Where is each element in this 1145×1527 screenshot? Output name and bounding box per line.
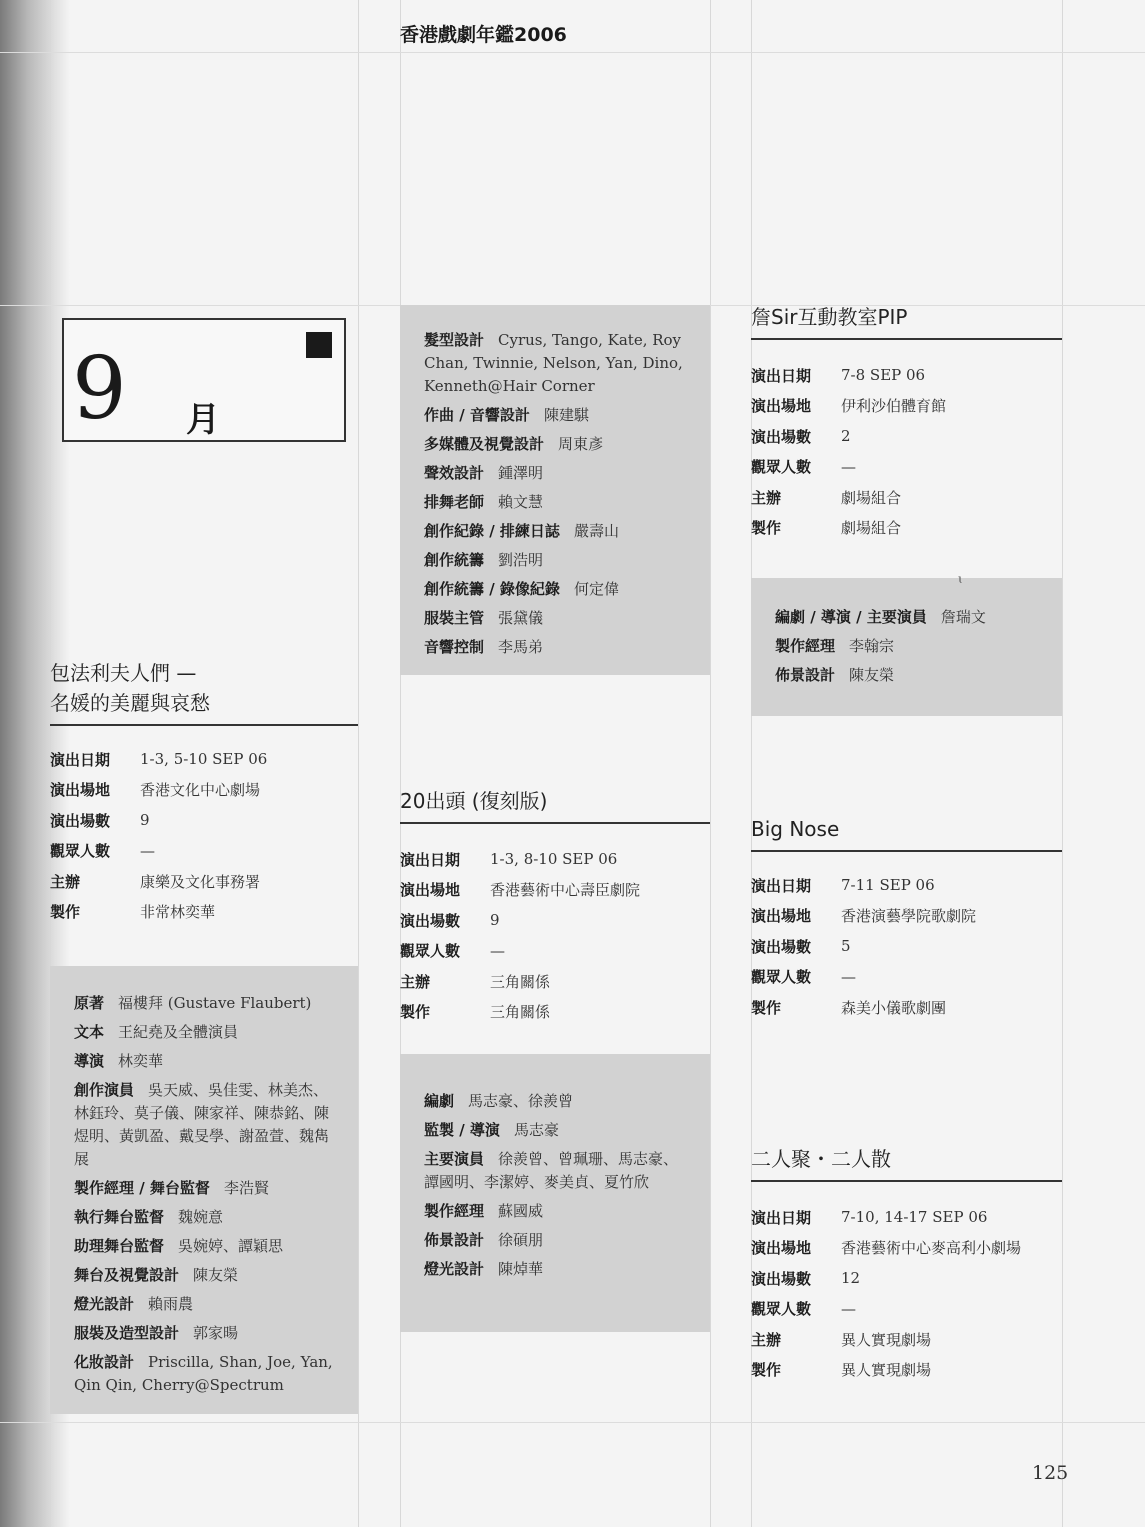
credit-entry [74,1264,340,1287]
info-label: 演出場數 [751,937,812,956]
info-row [751,1294,1021,1325]
info-value: 劇場組合 [841,519,902,538]
stray-mark: ɩ [958,572,963,586]
info-label: 主辦 [400,972,431,991]
credit-names: 郭家暘 [193,1324,239,1342]
info-row [751,391,946,422]
credit-names: 嚴壽山 [573,522,619,540]
info-value: 7-10, 14-17 SEP 06 [841,1208,988,1227]
credit-entry [424,433,692,456]
info-row [751,513,946,544]
credit-names: 張黛儀 [498,609,544,627]
credit-role: 音響控制 [424,638,485,656]
credit-entry [74,1021,340,1044]
credit-role: 佈景設計 [775,666,836,684]
info-label: 製作 [751,998,782,1017]
credit-names: 陳焯華 [498,1260,544,1278]
info-label: 演出日期 [50,750,111,769]
show-title-bignose: Big Nose [751,814,1062,852]
info-label: 觀眾人數 [50,842,111,861]
info-value: — [140,841,155,860]
credit-role: 助理舞台監督 [74,1237,165,1255]
grid-line [358,0,359,1527]
info-value: 1-3, 8-10 SEP 06 [490,850,618,869]
credits-panel-madame-continued [400,305,710,675]
info-row [400,905,640,936]
info-value: 康樂及文化事務署 [140,872,261,891]
credits-panel-twenty [400,1054,710,1332]
info-label: 製作 [50,903,81,922]
show-title-twenty: 20出頭 (復刻版) [400,786,710,824]
info-row [751,1202,1021,1233]
info-label: 演出日期 [751,876,812,895]
credits-panel-madame [50,966,358,1414]
credit-entry [424,462,692,485]
info-label: 演出場地 [751,397,812,416]
black-square-marker [306,332,332,358]
grid-line [0,52,1145,53]
info-value: 7-11 SEP 06 [841,876,935,895]
credit-entry [775,606,1044,629]
grid-line [710,0,711,1527]
credit-names: 何定偉 [573,580,619,598]
info-row [400,966,640,997]
info-label: 演出日期 [751,366,812,385]
credit-names: 蘇國威 [498,1202,544,1220]
credit-names: 鍾澤明 [498,464,544,482]
info-value: 森美小儀歌劇團 [841,998,947,1017]
credit-entry [424,1148,692,1194]
info-value: 劇場組合 [841,488,902,507]
credit-role: 導演 [74,1052,105,1070]
credit-entry [775,635,1044,658]
info-label: 觀眾人數 [751,458,812,477]
info-row [50,897,267,928]
credit-entry [424,1200,692,1223]
info-row [400,844,640,875]
info-label: 演出場地 [751,907,812,926]
info-row [751,421,946,452]
info-label: 觀眾人數 [400,942,461,961]
info-value: — [490,941,505,960]
info-table-twenty [400,844,640,1027]
credit-entry [424,578,692,601]
info-value: — [841,1299,856,1318]
info-table-madame [50,744,267,927]
credit-role: 作曲 / 音響設計 [424,406,530,424]
info-row [751,452,946,483]
info-label: 演出場地 [50,781,111,800]
info-label: 演出場地 [751,1239,812,1258]
info-label: 演出日期 [400,850,461,869]
info-row [751,482,946,513]
credit-names: 李浩賢 [223,1179,269,1197]
info-value: 非常林奕華 [140,903,216,922]
info-row [751,1324,1021,1355]
credit-role: 執行舞台監督 [74,1208,165,1226]
credit-entry [74,1177,340,1200]
month-box [62,318,346,442]
info-label: 主辦 [50,872,81,891]
credit-names: 詹瑞文 [940,608,986,626]
credit-role: 燈光設計 [424,1260,485,1278]
info-label: 演出場數 [751,427,812,446]
credit-role: 多媒體及視覺設計 [424,435,545,453]
credit-entry [424,520,692,543]
credit-role: 製作經理 [775,637,836,655]
info-value: 異人實現劇場 [841,1330,932,1349]
credit-role: 佈景設計 [424,1231,485,1249]
info-label: 演出場數 [751,1269,812,1288]
credit-role: 排舞老師 [424,493,485,511]
credit-names: 劉浩明 [498,551,544,569]
credit-names: 魏婉意 [178,1208,224,1226]
info-value: 香港藝術中心壽臣劇院 [490,881,641,900]
credit-role: 編劇 [424,1092,455,1110]
info-label: 演出場地 [400,881,461,900]
credit-role: 創作統籌 [424,551,485,569]
info-value: 三角關係 [490,1003,551,1022]
info-value: 12 [841,1269,861,1288]
info-row [751,962,976,993]
credit-role: 原著 [74,994,105,1012]
info-row [751,901,976,932]
info-row [50,836,267,867]
running-header: 香港戲劇年鑑2006 [400,24,567,46]
credit-entry [74,1293,340,1316]
credit-entry [74,992,340,1015]
credit-entry [74,1235,340,1258]
info-value: 伊利沙伯體育館 [841,397,947,416]
info-label: 製作 [751,1361,782,1380]
page-number: 125 [1032,1462,1069,1484]
info-value: 香港文化中心劇場 [140,781,261,800]
info-label: 觀眾人數 [751,968,812,987]
credit-names: 陳友榮 [849,666,895,684]
credit-entry [74,1206,340,1229]
info-label: 製作 [400,1003,431,1022]
credit-entry [424,636,692,659]
info-value: — [841,457,856,476]
info-label: 觀眾人數 [751,1300,812,1319]
info-value: 2 [841,427,851,446]
credit-names: 王紀堯及全體演員 [118,1023,239,1041]
credit-entry [424,607,692,630]
credit-names: 馬志豪 [513,1121,559,1139]
credit-names: 陳友榮 [193,1266,239,1284]
credit-role: 製作經理 / 舞台監督 [74,1179,210,1197]
credit-role: 燈光設計 [74,1295,135,1313]
info-label: 主辦 [751,1330,782,1349]
info-row [400,875,640,906]
credit-names: 福樓拜 (Gustave Flaubert) [118,994,312,1012]
info-row [50,775,267,806]
credit-role: 服裝及造型設計 [74,1324,180,1342]
credit-names: 徐碩朋 [498,1231,544,1249]
info-label: 演出日期 [751,1208,812,1227]
info-table-pip [751,360,946,543]
credit-names: 李翰宗 [849,637,895,655]
show-title-line: 名媛的美麗與哀愁 [50,691,210,715]
info-value: — [841,967,856,986]
credit-role: 創作演員 [74,1081,135,1099]
month-unit: 月 [186,400,220,440]
credit-entry [775,664,1044,687]
info-table-bignose [751,870,976,1023]
info-value: 香港藝術中心麥高利小劇場 [841,1239,1022,1258]
credit-names: 徐羨曾、曾珮珊、馬志豪、譚國明、李潔婷、麥美貞、夏竹欣 [424,1150,679,1191]
credit-role: 創作紀錄 / 排練日誌 [424,522,560,540]
show-title-two: 二人聚・二人散 [751,1144,1062,1182]
credit-entry [424,549,692,572]
info-label: 演出場數 [400,911,461,930]
info-value: 香港演藝學院歌劇院 [841,907,977,926]
info-value: 7-8 SEP 06 [841,366,926,385]
info-row [400,936,640,967]
credit-entry [424,1258,692,1281]
credit-entry [424,1119,692,1142]
info-row [751,931,976,962]
credit-entry [74,1050,340,1073]
credit-entry [424,491,692,514]
credit-names: Cyrus, Tango, Kate, Roy Chan, Twinnie, Nelson, Yan, Dino, Kenneth@Hair Corner [424,331,683,395]
credit-names: 林奕華 [118,1052,164,1070]
credit-role: 聲效設計 [424,464,485,482]
credit-entry [424,404,692,427]
credit-role: 主要演員 [424,1150,485,1168]
info-label: 主辦 [751,488,782,507]
credit-entry [424,329,692,398]
credit-role: 製作經理 [424,1202,485,1220]
credit-role: 創作統籌 / 錄像紀錄 [424,580,560,598]
info-row [751,1263,1021,1294]
credit-role: 舞台及視覺設計 [74,1266,180,1284]
credit-names: 馬志豪、徐羨曾 [468,1092,574,1110]
credits-panel-pip [751,578,1062,716]
info-value: 9 [140,811,150,830]
info-label: 製作 [751,519,782,538]
credit-names: 賴文慧 [498,493,544,511]
info-row [751,1355,1021,1386]
credit-entry [424,1229,692,1252]
info-table-two [751,1202,1021,1385]
info-value: 1-3, 5-10 SEP 06 [140,750,268,769]
credit-entry [74,1322,340,1345]
info-row [400,997,640,1028]
credit-role: 監製 / 導演 [424,1121,500,1139]
month-number: 9 [72,339,127,439]
info-row [751,360,946,391]
info-value: 異人實現劇場 [841,1361,932,1380]
credit-names: 陳建騏 [543,406,589,424]
info-row [50,805,267,836]
info-row [751,992,976,1023]
info-row [751,870,976,901]
credit-entry [424,1090,692,1113]
info-value: 9 [490,911,500,930]
grid-line [1062,0,1063,1527]
credit-role: 編劇 / 導演 / 主要演員 [775,608,927,626]
info-row [50,866,267,897]
grid-line [0,1422,1145,1423]
credit-entry [74,1351,340,1397]
credit-names: Priscilla, Shan, Joe, Yan, Qin Qin, Cherry@Spectrum [74,1353,333,1394]
credit-role: 文本 [74,1023,105,1041]
credit-names: 李馬弟 [498,638,544,656]
credit-role: 化妝設計 [74,1353,135,1371]
info-row [751,1233,1021,1264]
info-label: 演出場數 [50,811,111,830]
credit-role: 髮型設計 [424,331,485,349]
credit-role: 服裝主管 [424,609,485,627]
show-title-line: 包法利夫人們 — [50,661,197,685]
credit-names: 周東彥 [558,435,604,453]
info-value: 5 [841,937,851,956]
show-title-madame [50,658,358,726]
credit-entry [74,1079,340,1171]
info-value: 三角關係 [490,972,551,991]
info-row [50,744,267,775]
show-title-pip: 詹Sir互動教室PIP [751,302,1062,340]
credit-names: 吳婉婷、譚穎思 [178,1237,284,1255]
credit-names: 賴雨農 [148,1295,194,1313]
credit-names: 吳天威、吳佳雯、林美杰、林鈺玲、莫子儀、陳家祥、陳恭銘、陳煜明、黃凱盈、戴旻學、謝盈萱、魏雋展 [74,1081,330,1168]
